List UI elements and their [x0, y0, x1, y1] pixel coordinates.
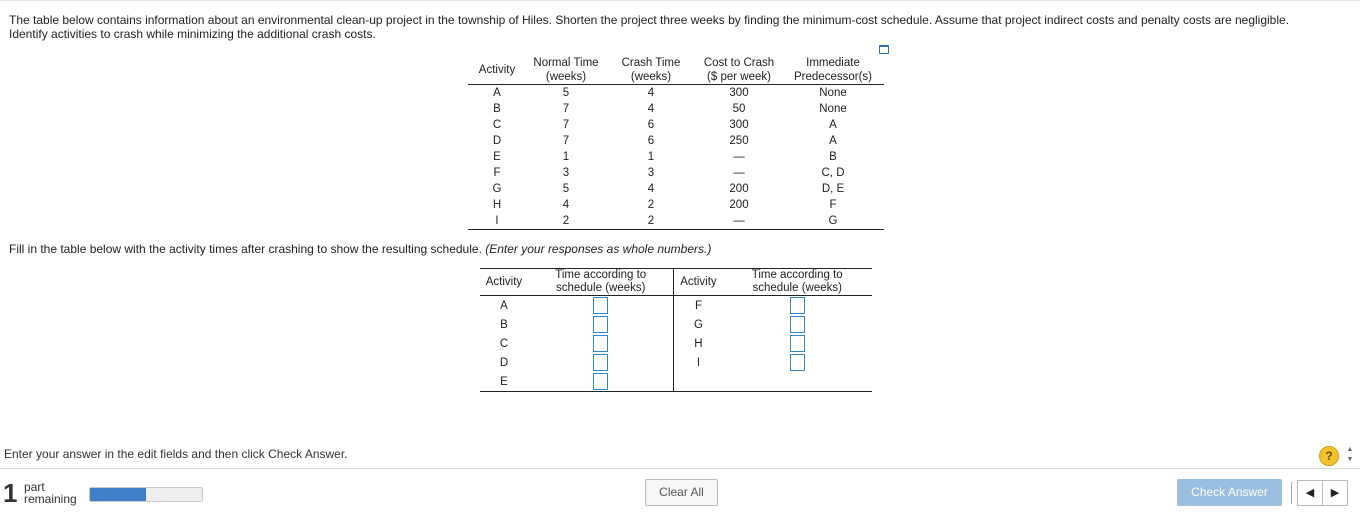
ans-activity-label: G: [674, 315, 722, 334]
ans-header-activity-left: Activity: [480, 269, 528, 296]
cell-normal: 7: [562, 119, 570, 131]
answer-row: [480, 296, 872, 316]
cell-normal: 4: [562, 199, 570, 211]
cell-cost: —: [696, 213, 782, 230]
answer-input-d[interactable]: [593, 354, 608, 371]
cell-crash: 4: [647, 183, 655, 195]
cell-crash: 6: [647, 135, 655, 147]
parts-remaining-count: 1: [3, 478, 18, 508]
cell-pred: A: [829, 119, 837, 131]
ans-header-time-right-line2: schedule (weeks): [752, 282, 842, 294]
header-pred-line2: Predecessor(s): [794, 71, 872, 83]
cell-cost: 300: [729, 87, 749, 99]
help-icon[interactable]: ?: [1319, 446, 1339, 466]
answer-table: [480, 268, 872, 392]
ans-activity-label: E: [480, 372, 528, 392]
cell-crash: 3: [647, 167, 655, 179]
cell-pred: C, D: [821, 167, 845, 179]
ans-activity-label: H: [674, 334, 722, 353]
ans-header-activity-right: Activity: [674, 269, 722, 296]
cell-crash: 4: [647, 103, 655, 115]
header-normal-line1: Normal Time: [533, 57, 599, 69]
table-row: [468, 85, 884, 102]
table-row: [468, 213, 884, 230]
cell-crash: 2: [606, 213, 696, 230]
cell-cost: —: [733, 151, 745, 163]
cell-cost: 200: [729, 183, 749, 195]
header-normal-line2: (weeks): [545, 71, 587, 83]
cell-normal: 7: [562, 103, 570, 115]
ans-activity-label: D: [499, 356, 509, 369]
parts-label-line1: part: [24, 480, 45, 494]
cell-normal: 2: [526, 213, 606, 230]
header-cost-to-crash: [696, 56, 782, 85]
cell-activity: G: [492, 183, 502, 195]
minimize-icon[interactable]: [879, 45, 889, 54]
footer-divider: [0, 468, 1360, 469]
nav-divider: [1291, 482, 1292, 504]
header-pred-line1: Immediate: [806, 57, 860, 69]
project-data-table: [468, 56, 884, 230]
ans-activity-label: I: [674, 353, 722, 372]
ans-header-time-left: [528, 269, 674, 296]
cell-pred: None: [819, 87, 847, 99]
next-arrow-icon[interactable]: ▶: [1322, 480, 1348, 506]
cell-pred: A: [829, 135, 837, 147]
cell-normal: 5: [562, 87, 570, 99]
cell-activity: H: [492, 199, 502, 211]
header-crash-line1: Crash Time: [621, 57, 681, 69]
table-row: [468, 197, 884, 213]
table-row: [468, 149, 884, 165]
ans-activity-label: F: [674, 296, 722, 316]
cell-normal: 7: [562, 135, 570, 147]
answer-input-i[interactable]: [790, 354, 805, 371]
cell-cost: 250: [729, 135, 749, 147]
cell-pred: B: [829, 151, 837, 163]
cell-pred: None: [819, 103, 847, 115]
ans-header-time-left-line1: Time according to: [555, 269, 647, 281]
header-cost-line2: ($ per week): [707, 71, 771, 83]
progress-fill: [90, 488, 146, 501]
answer-row: [480, 353, 872, 372]
cell-crash: 1: [647, 151, 655, 163]
answer-input-f[interactable]: [790, 297, 805, 314]
answer-row: [480, 372, 872, 392]
header-crash-line2: (weeks): [630, 71, 672, 83]
answer-input-b[interactable]: [593, 316, 608, 333]
cell-crash: 6: [647, 119, 655, 131]
answer-input-a[interactable]: [593, 297, 608, 314]
cell-activity: A: [493, 87, 501, 99]
check-answer-button[interactable]: Check Answer: [1177, 479, 1282, 506]
table-row: [468, 133, 884, 149]
answer-input-e[interactable]: [593, 373, 608, 390]
cell-normal: 5: [562, 183, 570, 195]
top-divider: [0, 0, 1360, 1]
cell-cost: —: [733, 167, 745, 179]
cell-crash: 2: [647, 199, 655, 211]
instruction-text: [9, 242, 711, 256]
ans-activity-label: A: [500, 299, 508, 312]
table-row: [468, 181, 884, 197]
cell-crash: 4: [647, 87, 655, 99]
cell-normal: 1: [562, 151, 570, 163]
cell-activity: C: [492, 119, 502, 131]
progress-bar: [89, 487, 203, 502]
answer-row: [480, 315, 872, 334]
cell-pred: G: [782, 213, 884, 230]
table-row: [468, 165, 884, 181]
cell-normal: 3: [562, 167, 570, 179]
parts-remaining-label: [24, 481, 77, 505]
cell-activity: D: [492, 135, 502, 147]
cell-cost: 200: [729, 199, 749, 211]
clear-all-button[interactable]: Clear All: [645, 479, 718, 506]
header-crash-time: [606, 56, 696, 85]
ans-header-time-left-line2: schedule (weeks): [555, 282, 646, 294]
scroll-arrows-icon[interactable]: ▲ ▼: [1346, 446, 1354, 463]
cell-activity: E: [493, 151, 501, 163]
header-predecessors: [782, 56, 884, 85]
cell-cost: 300: [729, 119, 749, 131]
ans-header-time-right: [722, 269, 872, 296]
cell-cost: 50: [732, 103, 746, 115]
answer-input-g[interactable]: [790, 316, 805, 333]
table-row: [468, 101, 884, 117]
parts-label-line2: remaining: [24, 492, 77, 506]
question-text: The table below contains information about an environmental clean-up project in the township of Hiles. Shorten the project three weeks by finding the minimum-cost schedule. Assume that project indirect costs and penalty costs are negligible. Identify activities to crash while minimizing the additional crash costs.: [9, 13, 1290, 41]
answer-input-c[interactable]: [593, 335, 608, 352]
table-row: [468, 117, 884, 133]
instruction-italic: (Enter your responses as whole numbers.): [485, 242, 712, 256]
header-cost-line1: Cost to Crash: [703, 57, 775, 69]
cell-pred: D, E: [821, 183, 845, 195]
ans-activity-label: B: [500, 318, 508, 331]
answer-input-h[interactable]: [790, 335, 805, 352]
cell-activity: F: [493, 167, 501, 179]
hint-text: Enter your answer in the edit fields and then click Check Answer.: [4, 447, 348, 461]
ans-activity-label: C: [499, 337, 509, 350]
header-normal-time: [526, 56, 606, 85]
header-activity: Activity: [468, 56, 526, 85]
ans-header-time-right-line1: Time according to: [751, 269, 843, 281]
cell-activity: B: [493, 103, 501, 115]
cell-activity: I: [468, 213, 526, 230]
previous-arrow-icon[interactable]: ◀: [1297, 480, 1323, 506]
instruction-main: Fill in the table below with the activity times after crashing to show the resulting schedule.: [9, 242, 482, 256]
answer-row: [480, 334, 872, 353]
cell-pred: F: [829, 199, 837, 211]
